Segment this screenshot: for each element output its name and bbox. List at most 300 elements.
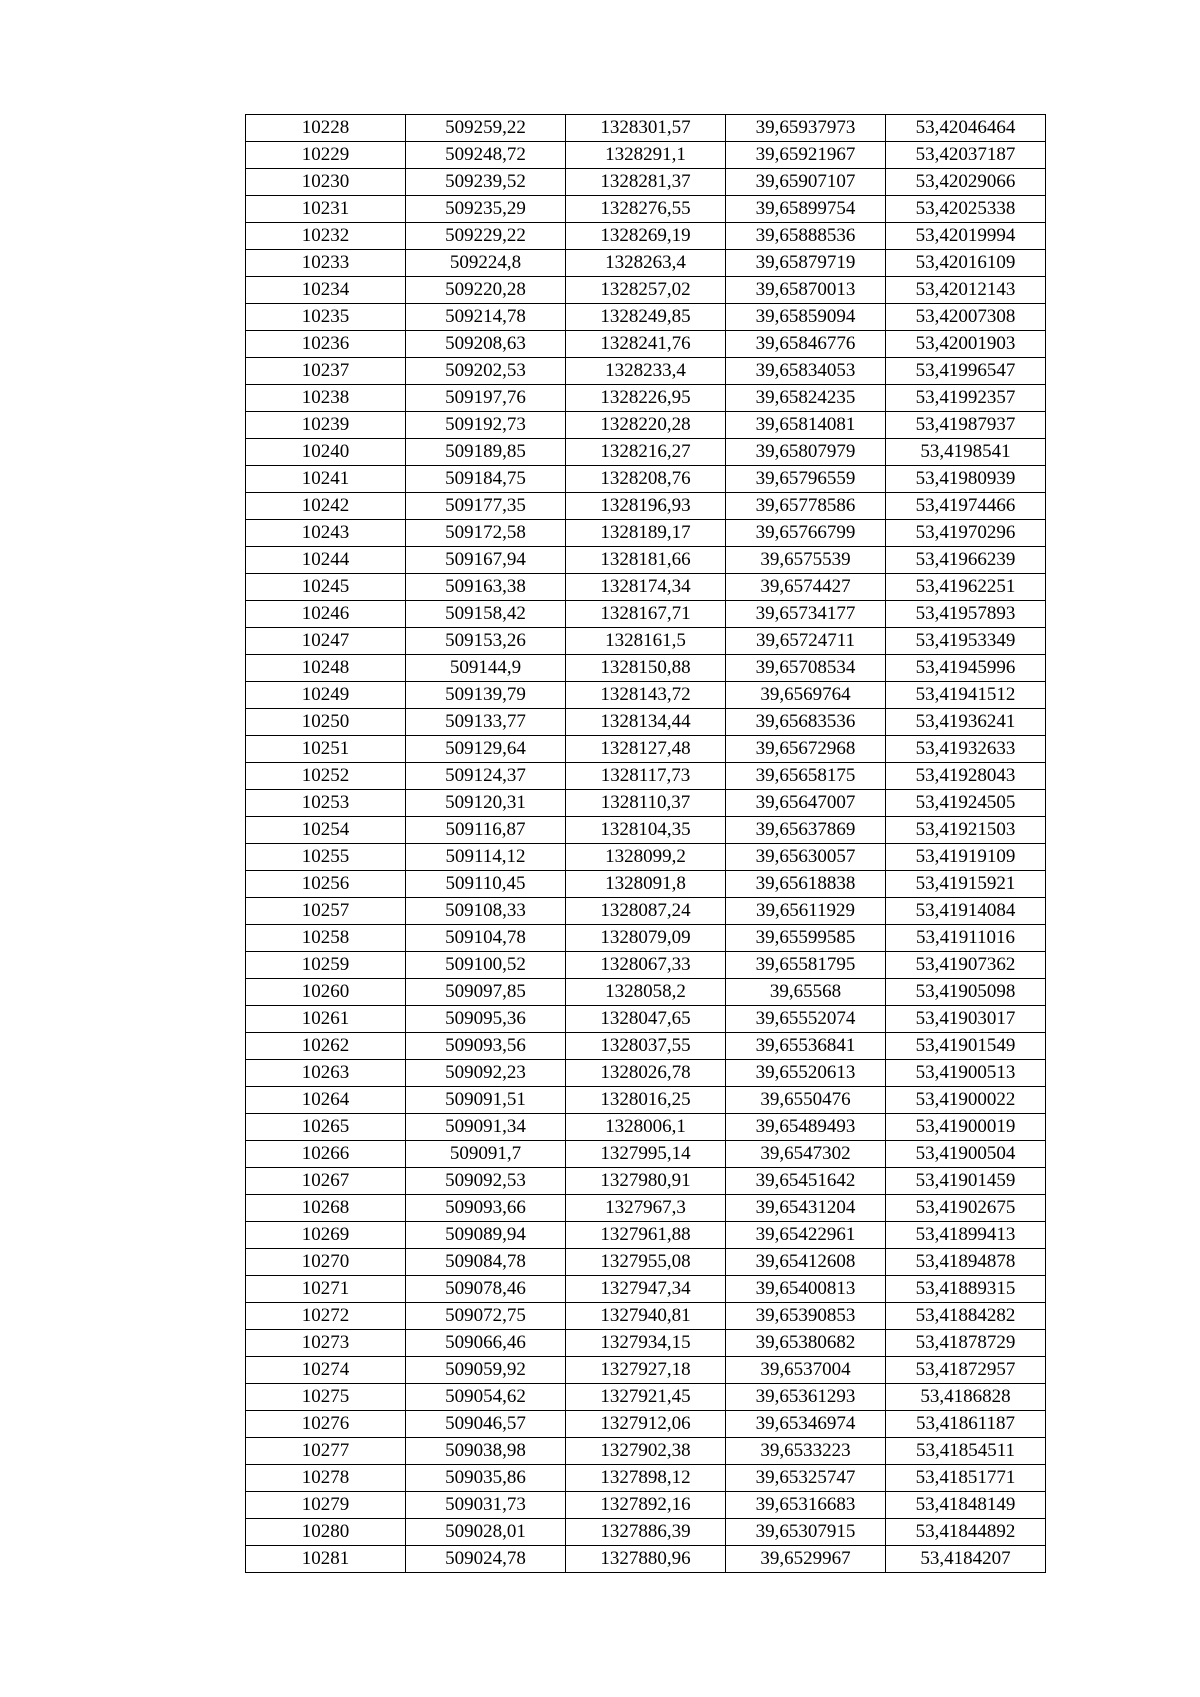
table-row <box>246 1276 1046 1303</box>
table-row <box>246 1087 1046 1114</box>
point-number-cell: 10235 <box>246 304 406 331</box>
longitude-cell: 39,6575539 <box>726 547 886 574</box>
x-coordinate-cell: 509197,76 <box>406 385 566 412</box>
x-coordinate-cell: 509239,52 <box>406 169 566 196</box>
point-number-cell: 10248 <box>246 655 406 682</box>
point-number-cell: 10230 <box>246 169 406 196</box>
longitude-cell: 39,65611929 <box>726 898 886 925</box>
table-row <box>246 169 1046 196</box>
y-coordinate-cell: 1327980,91 <box>566 1168 726 1195</box>
table-row <box>246 1492 1046 1519</box>
latitude-cell: 53,41884282 <box>886 1303 1046 1330</box>
latitude-cell: 53,42019994 <box>886 223 1046 250</box>
table-row <box>246 358 1046 385</box>
longitude-cell: 39,65870013 <box>726 277 886 304</box>
longitude-cell: 39,6529967 <box>726 1546 886 1573</box>
point-number-cell: 10255 <box>246 844 406 871</box>
x-coordinate-cell: 509097,85 <box>406 979 566 1006</box>
point-number-cell: 10241 <box>246 466 406 493</box>
y-coordinate-cell: 1328181,66 <box>566 547 726 574</box>
table-row <box>246 979 1046 1006</box>
latitude-cell: 53,41921503 <box>886 817 1046 844</box>
latitude-cell: 53,41878729 <box>886 1330 1046 1357</box>
latitude-cell: 53,41848149 <box>886 1492 1046 1519</box>
y-coordinate-cell: 1327892,16 <box>566 1492 726 1519</box>
x-coordinate-cell: 509084,78 <box>406 1249 566 1276</box>
latitude-cell: 53,41889315 <box>886 1276 1046 1303</box>
table-row <box>246 520 1046 547</box>
longitude-cell: 39,65400813 <box>726 1276 886 1303</box>
y-coordinate-cell: 1328233,4 <box>566 358 726 385</box>
latitude-cell: 53,41914084 <box>886 898 1046 925</box>
point-number-cell: 10237 <box>246 358 406 385</box>
longitude-cell: 39,65380682 <box>726 1330 886 1357</box>
x-coordinate-cell: 509054,62 <box>406 1384 566 1411</box>
point-number-cell: 10259 <box>246 952 406 979</box>
longitude-cell: 39,65422961 <box>726 1222 886 1249</box>
y-coordinate-cell: 1328281,37 <box>566 169 726 196</box>
longitude-cell: 39,65361293 <box>726 1384 886 1411</box>
y-coordinate-cell: 1327902,38 <box>566 1438 726 1465</box>
table-row <box>246 1357 1046 1384</box>
y-coordinate-cell: 1327886,39 <box>566 1519 726 1546</box>
point-number-cell: 10274 <box>246 1357 406 1384</box>
point-number-cell: 10256 <box>246 871 406 898</box>
point-number-cell: 10250 <box>246 709 406 736</box>
y-coordinate-cell: 1328087,24 <box>566 898 726 925</box>
x-coordinate-cell: 509028,01 <box>406 1519 566 1546</box>
latitude-cell: 53,42012143 <box>886 277 1046 304</box>
latitude-cell: 53,41907362 <box>886 952 1046 979</box>
point-number-cell: 10246 <box>246 601 406 628</box>
longitude-cell: 39,65907107 <box>726 169 886 196</box>
latitude-cell: 53,4198541 <box>886 439 1046 466</box>
y-coordinate-cell: 1328241,76 <box>566 331 726 358</box>
x-coordinate-cell: 509208,63 <box>406 331 566 358</box>
longitude-cell: 39,6574427 <box>726 574 886 601</box>
x-coordinate-cell: 509078,46 <box>406 1276 566 1303</box>
y-coordinate-cell: 1328226,95 <box>566 385 726 412</box>
latitude-cell: 53,41928043 <box>886 763 1046 790</box>
table-row <box>246 1249 1046 1276</box>
latitude-cell: 53,42016109 <box>886 250 1046 277</box>
longitude-cell: 39,6547302 <box>726 1141 886 1168</box>
latitude-cell: 53,41962251 <box>886 574 1046 601</box>
coordinates-table-body <box>246 115 1046 1573</box>
x-coordinate-cell: 509144,9 <box>406 655 566 682</box>
table-row <box>246 115 1046 142</box>
longitude-cell: 39,65618838 <box>726 871 886 898</box>
y-coordinate-cell: 1328143,72 <box>566 682 726 709</box>
latitude-cell: 53,42037187 <box>886 142 1046 169</box>
x-coordinate-cell: 509224,8 <box>406 250 566 277</box>
longitude-cell: 39,65672968 <box>726 736 886 763</box>
table-row <box>246 709 1046 736</box>
table-row <box>246 1195 1046 1222</box>
latitude-cell: 53,41941512 <box>886 682 1046 709</box>
x-coordinate-cell: 509091,34 <box>406 1114 566 1141</box>
point-number-cell: 10279 <box>246 1492 406 1519</box>
table-row <box>246 547 1046 574</box>
y-coordinate-cell: 1328091,8 <box>566 871 726 898</box>
x-coordinate-cell: 509133,77 <box>406 709 566 736</box>
x-coordinate-cell: 509189,85 <box>406 439 566 466</box>
point-number-cell: 10267 <box>246 1168 406 1195</box>
x-coordinate-cell: 509038,98 <box>406 1438 566 1465</box>
longitude-cell: 39,65846776 <box>726 331 886 358</box>
latitude-cell: 53,41901459 <box>886 1168 1046 1195</box>
longitude-cell: 39,65325747 <box>726 1465 886 1492</box>
table-row <box>246 1006 1046 1033</box>
point-number-cell: 10244 <box>246 547 406 574</box>
table-row <box>246 1168 1046 1195</box>
point-number-cell: 10243 <box>246 520 406 547</box>
longitude-cell: 39,65599585 <box>726 925 886 952</box>
point-number-cell: 10276 <box>246 1411 406 1438</box>
x-coordinate-cell: 509120,31 <box>406 790 566 817</box>
y-coordinate-cell: 1328220,28 <box>566 412 726 439</box>
y-coordinate-cell: 1327898,12 <box>566 1465 726 1492</box>
x-coordinate-cell: 509163,38 <box>406 574 566 601</box>
latitude-cell: 53,42025338 <box>886 196 1046 223</box>
latitude-cell: 53,41902675 <box>886 1195 1046 1222</box>
y-coordinate-cell: 1328249,85 <box>566 304 726 331</box>
latitude-cell: 53,41987937 <box>886 412 1046 439</box>
y-coordinate-cell: 1327947,34 <box>566 1276 726 1303</box>
point-number-cell: 10280 <box>246 1519 406 1546</box>
longitude-cell: 39,65412608 <box>726 1249 886 1276</box>
latitude-cell: 53,41844892 <box>886 1519 1046 1546</box>
y-coordinate-cell: 1328208,76 <box>566 466 726 493</box>
longitude-cell: 39,65346974 <box>726 1411 886 1438</box>
y-coordinate-cell: 1328067,33 <box>566 952 726 979</box>
x-coordinate-cell: 509092,23 <box>406 1060 566 1087</box>
table-row <box>246 736 1046 763</box>
y-coordinate-cell: 1327927,18 <box>566 1357 726 1384</box>
x-coordinate-cell: 509248,72 <box>406 142 566 169</box>
x-coordinate-cell: 509124,37 <box>406 763 566 790</box>
x-coordinate-cell: 509177,35 <box>406 493 566 520</box>
latitude-cell: 53,41970296 <box>886 520 1046 547</box>
y-coordinate-cell: 1328257,02 <box>566 277 726 304</box>
point-number-cell: 10273 <box>246 1330 406 1357</box>
y-coordinate-cell: 1328196,93 <box>566 493 726 520</box>
longitude-cell: 39,65724711 <box>726 628 886 655</box>
y-coordinate-cell: 1328216,27 <box>566 439 726 466</box>
y-coordinate-cell: 1328174,34 <box>566 574 726 601</box>
point-number-cell: 10265 <box>246 1114 406 1141</box>
longitude-cell: 39,6537004 <box>726 1357 886 1384</box>
table-row <box>246 439 1046 466</box>
table-row <box>246 574 1046 601</box>
latitude-cell: 53,41945996 <box>886 655 1046 682</box>
x-coordinate-cell: 509114,12 <box>406 844 566 871</box>
longitude-cell: 39,65683536 <box>726 709 886 736</box>
y-coordinate-cell: 1328167,71 <box>566 601 726 628</box>
x-coordinate-cell: 509093,66 <box>406 1195 566 1222</box>
longitude-cell: 39,65390853 <box>726 1303 886 1330</box>
x-coordinate-cell: 509089,94 <box>406 1222 566 1249</box>
table-row <box>246 223 1046 250</box>
latitude-cell: 53,41894878 <box>886 1249 1046 1276</box>
longitude-cell: 39,65834053 <box>726 358 886 385</box>
latitude-cell: 53,41932633 <box>886 736 1046 763</box>
table-row <box>246 1114 1046 1141</box>
point-number-cell: 10262 <box>246 1033 406 1060</box>
point-number-cell: 10231 <box>246 196 406 223</box>
longitude-cell: 39,6569764 <box>726 682 886 709</box>
latitude-cell: 53,41992357 <box>886 385 1046 412</box>
longitude-cell: 39,65316683 <box>726 1492 886 1519</box>
point-number-cell: 10281 <box>246 1546 406 1573</box>
table-row <box>246 898 1046 925</box>
x-coordinate-cell: 509172,58 <box>406 520 566 547</box>
latitude-cell: 53,42029066 <box>886 169 1046 196</box>
x-coordinate-cell: 509214,78 <box>406 304 566 331</box>
latitude-cell: 53,41905098 <box>886 979 1046 1006</box>
latitude-cell: 53,42001903 <box>886 331 1046 358</box>
latitude-cell: 53,41974466 <box>886 493 1046 520</box>
point-number-cell: 10251 <box>246 736 406 763</box>
point-number-cell: 10264 <box>246 1087 406 1114</box>
x-coordinate-cell: 509235,29 <box>406 196 566 223</box>
point-number-cell: 10242 <box>246 493 406 520</box>
point-number-cell: 10233 <box>246 250 406 277</box>
x-coordinate-cell: 509066,46 <box>406 1330 566 1357</box>
table-row <box>246 763 1046 790</box>
table-row <box>246 277 1046 304</box>
latitude-cell: 53,42046464 <box>886 115 1046 142</box>
x-coordinate-cell: 509220,28 <box>406 277 566 304</box>
latitude-cell: 53,41957893 <box>886 601 1046 628</box>
latitude-cell: 53,41901549 <box>886 1033 1046 1060</box>
latitude-cell: 53,42007308 <box>886 304 1046 331</box>
x-coordinate-cell: 509024,78 <box>406 1546 566 1573</box>
table-row <box>246 250 1046 277</box>
table-row <box>246 817 1046 844</box>
table-row <box>246 412 1046 439</box>
longitude-cell: 39,65888536 <box>726 223 886 250</box>
point-number-cell: 10254 <box>246 817 406 844</box>
y-coordinate-cell: 1328127,48 <box>566 736 726 763</box>
x-coordinate-cell: 509035,86 <box>406 1465 566 1492</box>
longitude-cell: 39,65921967 <box>726 142 886 169</box>
x-coordinate-cell: 509091,7 <box>406 1141 566 1168</box>
x-coordinate-cell: 509192,73 <box>406 412 566 439</box>
x-coordinate-cell: 509129,64 <box>406 736 566 763</box>
y-coordinate-cell: 1327880,96 <box>566 1546 726 1573</box>
latitude-cell: 53,41861187 <box>886 1411 1046 1438</box>
latitude-cell: 53,41900022 <box>886 1087 1046 1114</box>
table-row <box>246 493 1046 520</box>
point-number-cell: 10253 <box>246 790 406 817</box>
y-coordinate-cell: 1327995,14 <box>566 1141 726 1168</box>
point-number-cell: 10258 <box>246 925 406 952</box>
table-row <box>246 1303 1046 1330</box>
longitude-cell: 39,65489493 <box>726 1114 886 1141</box>
table-row <box>246 1222 1046 1249</box>
latitude-cell: 53,41851771 <box>886 1465 1046 1492</box>
point-number-cell: 10268 <box>246 1195 406 1222</box>
y-coordinate-cell: 1327921,45 <box>566 1384 726 1411</box>
x-coordinate-cell: 509108,33 <box>406 898 566 925</box>
table-row <box>246 1033 1046 1060</box>
table-row <box>246 628 1046 655</box>
latitude-cell: 53,41966239 <box>886 547 1046 574</box>
x-coordinate-cell: 509092,53 <box>406 1168 566 1195</box>
longitude-cell: 39,65824235 <box>726 385 886 412</box>
table-row <box>246 925 1046 952</box>
y-coordinate-cell: 1328099,2 <box>566 844 726 871</box>
x-coordinate-cell: 509259,22 <box>406 115 566 142</box>
table-row <box>246 1141 1046 1168</box>
y-coordinate-cell: 1328301,57 <box>566 115 726 142</box>
point-number-cell: 10257 <box>246 898 406 925</box>
y-coordinate-cell: 1328189,17 <box>566 520 726 547</box>
longitude-cell: 39,65766799 <box>726 520 886 547</box>
point-number-cell: 10249 <box>246 682 406 709</box>
table-row <box>246 1330 1046 1357</box>
y-coordinate-cell: 1328047,65 <box>566 1006 726 1033</box>
table-row <box>246 304 1046 331</box>
y-coordinate-cell: 1328104,35 <box>566 817 726 844</box>
longitude-cell: 39,65859094 <box>726 304 886 331</box>
longitude-cell: 39,65708534 <box>726 655 886 682</box>
latitude-cell: 53,41915921 <box>886 871 1046 898</box>
table-row <box>246 142 1046 169</box>
longitude-cell: 39,6533223 <box>726 1438 886 1465</box>
latitude-cell: 53,41936241 <box>886 709 1046 736</box>
x-coordinate-cell: 509104,78 <box>406 925 566 952</box>
longitude-cell: 39,65520613 <box>726 1060 886 1087</box>
y-coordinate-cell: 1328058,2 <box>566 979 726 1006</box>
table-row <box>246 1384 1046 1411</box>
point-number-cell: 10240 <box>246 439 406 466</box>
longitude-cell: 39,65814081 <box>726 412 886 439</box>
table-row <box>246 331 1046 358</box>
table-row <box>246 655 1046 682</box>
table-row <box>246 1060 1046 1087</box>
point-number-cell: 10263 <box>246 1060 406 1087</box>
y-coordinate-cell: 1328037,55 <box>566 1033 726 1060</box>
x-coordinate-cell: 509202,53 <box>406 358 566 385</box>
point-number-cell: 10272 <box>246 1303 406 1330</box>
table-row <box>246 196 1046 223</box>
latitude-cell: 53,41903017 <box>886 1006 1046 1033</box>
table-row <box>246 601 1046 628</box>
x-coordinate-cell: 509184,75 <box>406 466 566 493</box>
table-row <box>246 1438 1046 1465</box>
longitude-cell: 39,65796559 <box>726 466 886 493</box>
longitude-cell: 39,65658175 <box>726 763 886 790</box>
longitude-cell: 39,65451642 <box>726 1168 886 1195</box>
table-row <box>246 682 1046 709</box>
point-number-cell: 10238 <box>246 385 406 412</box>
point-number-cell: 10247 <box>246 628 406 655</box>
y-coordinate-cell: 1328026,78 <box>566 1060 726 1087</box>
latitude-cell: 53,4184207 <box>886 1546 1046 1573</box>
y-coordinate-cell: 1328006,1 <box>566 1114 726 1141</box>
y-coordinate-cell: 1328291,1 <box>566 142 726 169</box>
longitude-cell: 39,65807979 <box>726 439 886 466</box>
x-coordinate-cell: 509116,87 <box>406 817 566 844</box>
y-coordinate-cell: 1328150,88 <box>566 655 726 682</box>
y-coordinate-cell: 1328117,73 <box>566 763 726 790</box>
point-number-cell: 10277 <box>246 1438 406 1465</box>
point-number-cell: 10271 <box>246 1276 406 1303</box>
longitude-cell: 39,65431204 <box>726 1195 886 1222</box>
latitude-cell: 53,41980939 <box>886 466 1046 493</box>
y-coordinate-cell: 1327961,88 <box>566 1222 726 1249</box>
y-coordinate-cell: 1327912,06 <box>566 1411 726 1438</box>
longitude-cell: 39,65734177 <box>726 601 886 628</box>
x-coordinate-cell: 509091,51 <box>406 1087 566 1114</box>
x-coordinate-cell: 509229,22 <box>406 223 566 250</box>
point-number-cell: 10260 <box>246 979 406 1006</box>
y-coordinate-cell: 1328269,19 <box>566 223 726 250</box>
y-coordinate-cell: 1327940,81 <box>566 1303 726 1330</box>
longitude-cell: 39,65637869 <box>726 817 886 844</box>
latitude-cell: 53,41953349 <box>886 628 1046 655</box>
latitude-cell: 53,41900504 <box>886 1141 1046 1168</box>
longitude-cell: 39,65581795 <box>726 952 886 979</box>
table-row <box>246 1411 1046 1438</box>
latitude-cell: 53,41854511 <box>886 1438 1046 1465</box>
point-number-cell: 10234 <box>246 277 406 304</box>
table-row <box>246 385 1046 412</box>
latitude-cell: 53,41872957 <box>886 1357 1046 1384</box>
coordinates-table <box>245 114 1046 1573</box>
table-row <box>246 1546 1046 1573</box>
y-coordinate-cell: 1328161,5 <box>566 628 726 655</box>
longitude-cell: 39,65630057 <box>726 844 886 871</box>
point-number-cell: 10261 <box>246 1006 406 1033</box>
y-coordinate-cell: 1328016,25 <box>566 1087 726 1114</box>
table-row <box>246 844 1046 871</box>
longitude-cell: 39,65307915 <box>726 1519 886 1546</box>
latitude-cell: 53,41919109 <box>886 844 1046 871</box>
longitude-cell: 39,65568 <box>726 979 886 1006</box>
table-row <box>246 1465 1046 1492</box>
latitude-cell: 53,41900513 <box>886 1060 1046 1087</box>
table-row <box>246 790 1046 817</box>
x-coordinate-cell: 509100,52 <box>406 952 566 979</box>
x-coordinate-cell: 509095,36 <box>406 1006 566 1033</box>
point-number-cell: 10269 <box>246 1222 406 1249</box>
point-number-cell: 10239 <box>246 412 406 439</box>
y-coordinate-cell: 1328263,4 <box>566 250 726 277</box>
latitude-cell: 53,41900019 <box>886 1114 1046 1141</box>
longitude-cell: 39,65879719 <box>726 250 886 277</box>
point-number-cell: 10229 <box>246 142 406 169</box>
x-coordinate-cell: 509139,79 <box>406 682 566 709</box>
longitude-cell: 39,65937973 <box>726 115 886 142</box>
y-coordinate-cell: 1327967,3 <box>566 1195 726 1222</box>
y-coordinate-cell: 1328079,09 <box>566 925 726 952</box>
y-coordinate-cell: 1327955,08 <box>566 1249 726 1276</box>
x-coordinate-cell: 509158,42 <box>406 601 566 628</box>
latitude-cell: 53,41911016 <box>886 925 1046 952</box>
point-number-cell: 10275 <box>246 1384 406 1411</box>
point-number-cell: 10228 <box>246 115 406 142</box>
table-row <box>246 952 1046 979</box>
point-number-cell: 10232 <box>246 223 406 250</box>
latitude-cell: 53,41924505 <box>886 790 1046 817</box>
point-number-cell: 10236 <box>246 331 406 358</box>
x-coordinate-cell: 509031,73 <box>406 1492 566 1519</box>
longitude-cell: 39,65778586 <box>726 493 886 520</box>
point-number-cell: 10245 <box>246 574 406 601</box>
